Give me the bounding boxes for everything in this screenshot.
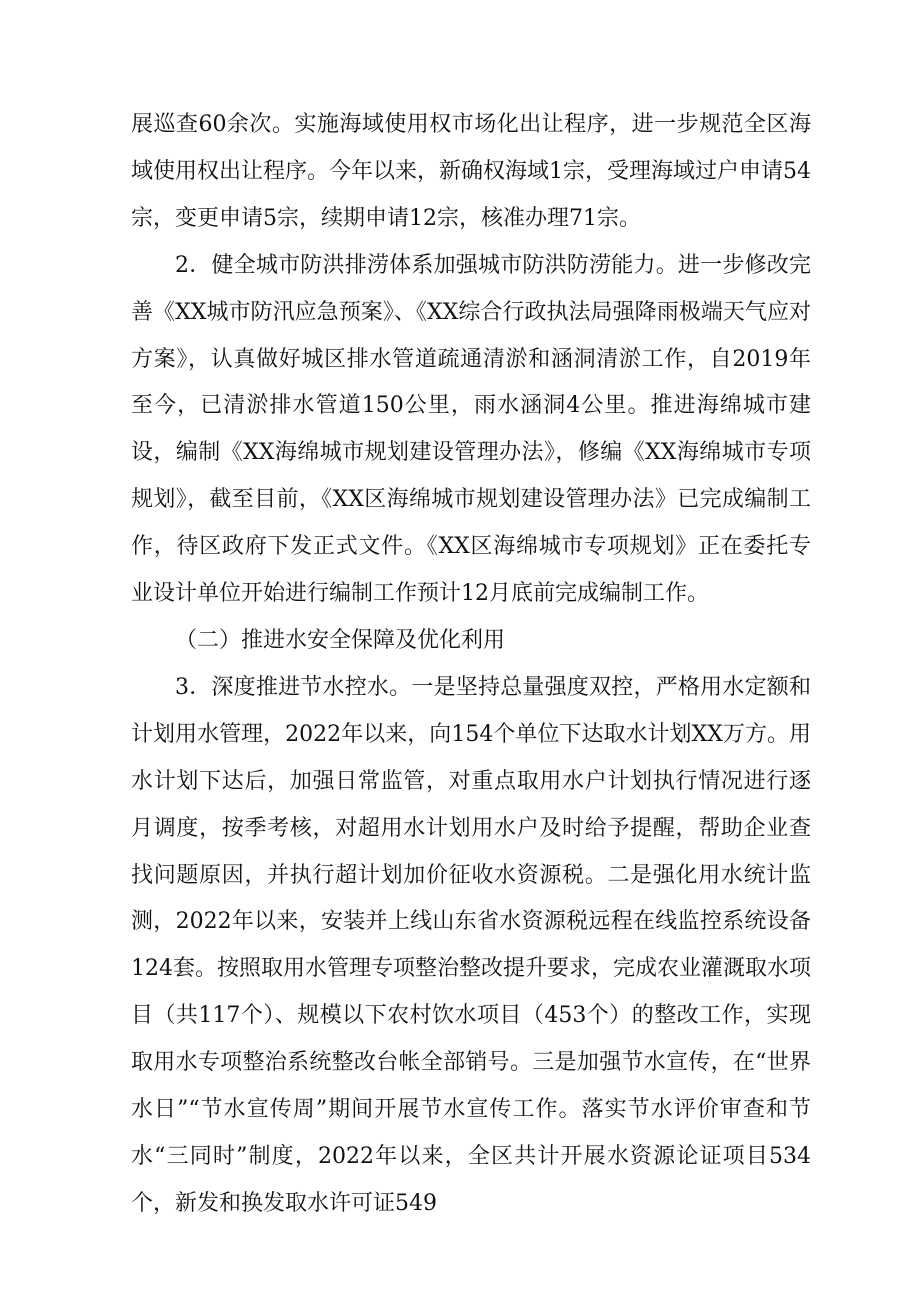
document-body [131,102,811,1228]
paragraph-water-saving: 3．深度推进节水控水。一是坚持总量强度双控，严格用水定额和计划用水管理，2022年以来，向154个单位下达取水计划XX万方。用水计划下达后，加强日常监管，对重点取用水户计划执行情况进行逐月调度，按季考核，对超用水计划用水户及时给予提醒，帮助企业查找问题原因，并执行超计划加价征收水资源税。二是强化用水统计监测，2022年以来，安装并上线山东省水资源税远程在线监控系统设备124套。按照取用水管理专项整治整改提升要求，完成农业灌溉取水项目（共117个）、规模以下农村饮水项目（453个）的整改工作，实现取用水专项整治系统整改台帐全部销号。三是加强节水宣传，在“世界水日”“节水宣传周”期间开展节水宣传工作。落实节水评价审查和节水“三同时”制度，2022年以来，全区共计开展水资源论证项目534个，新发和换发取水许可证549 [131,674,811,1216]
section-heading-water-security: （二）推进水安全保障及优化利用 [175,627,506,653]
paragraph-sea-area-rights: 展巡查60余次。实施海域使用权市场化出让程序，进一步规范全区海域使用权出让程序。今年以来，新确权海域1宗，受理海域过户申请54宗，变更申请5宗，续期申请12宗，核准办理71宗。 [131,112,811,231]
paragraph-flood-control: 2．健全城市防洪排涝体系加强城市防洪防涝能力。进一步修改完善《XX城市防汛应急预案》、《XX综合行政执法局强降雨极端天气应对方案》，认真做好城区排水管道疏通清淤和涵洞清淤工作，自2019年至今，已清淤排水管道150公里，雨水涵洞4公里。推进海绵城市建设，编制《XX海绵城市规划建设管理办法》，修编《XX海绵城市专项规划》，截至目前，《XX区海绵城市规划建设管理办法》已完成编制工作，待区政府下发正式文件。《XX区海绵城市专项规划》正在委托专业设计单位开始进行编制工作预计12月底前完成编制工作。 [131,252,811,607]
